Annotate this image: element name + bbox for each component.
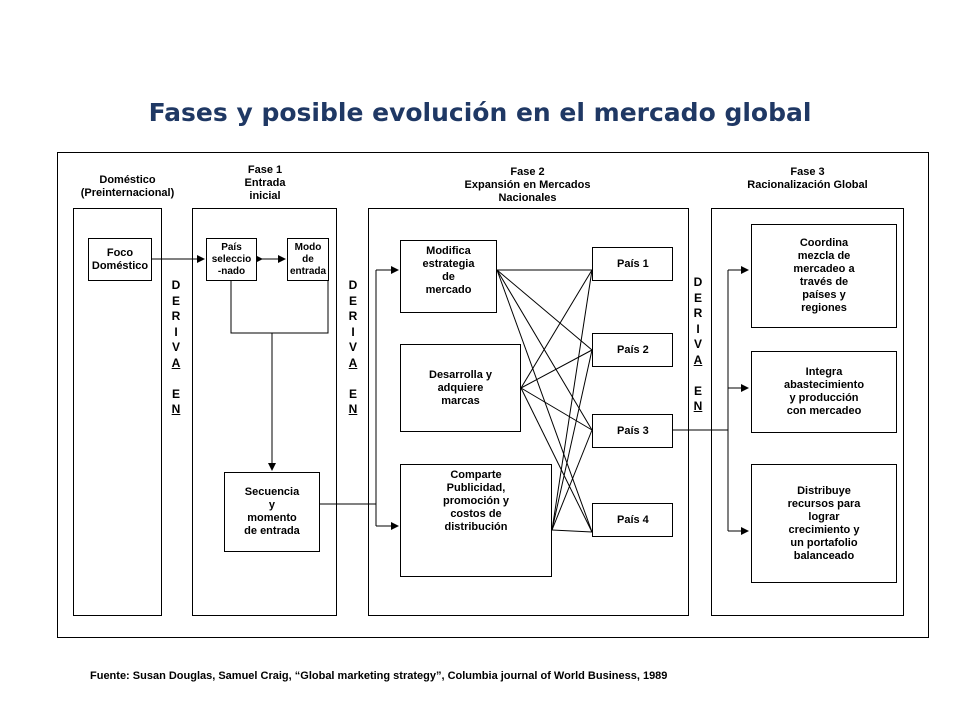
box-desarrolla-marcas: Desarrolla y adquiere marcas	[400, 344, 521, 432]
header-phase3: Fase 3 Racionalización Global	[747, 166, 868, 191]
box-pais-4: País 4	[592, 503, 673, 537]
header-phase1: Fase 1 Entrada inicial	[244, 164, 286, 202]
box-foco-domestico: Foco Doméstico	[88, 238, 152, 281]
deriva-label-2: D E R I V A E N	[348, 278, 358, 416]
box-coordina: Coordina mezcla de mercadeo a través de países y regiones	[751, 224, 897, 328]
box-comparte-costos: Comparte Publicidad, promoción y costos de distribución	[400, 464, 552, 577]
box-distribuye: Distribuye recursos para lograr crecimiento y un portafolio balanceado	[751, 464, 897, 583]
box-pais-1: País 1	[592, 247, 673, 281]
box-modifica-estrategia: Modifica estrategia de mercado	[400, 240, 497, 313]
bracket-phase1	[231, 280, 328, 333]
box-secuencia: Secuencia y momento de entrada	[224, 472, 320, 552]
box-pais-seleccionado: País seleccio -nado	[206, 238, 257, 281]
box-modo-entrada: Modo de entrada	[287, 238, 329, 281]
source-citation: Fuente: Susan Douglas, Samuel Craig, “Global marketing strategy”, Columbia journal of World Business, 1989	[90, 670, 668, 682]
deriva-label-1: D E R I V A E N	[171, 278, 181, 416]
page-title: Fases y posible evolución en el mercado global	[148, 98, 812, 127]
deriva-label-3: D E R I V A E N	[693, 275, 703, 413]
box-pais-3: País 3	[592, 414, 673, 448]
header-domestic: Doméstico (Preinternacional)	[80, 174, 175, 199]
box-pais-2: País 2	[592, 333, 673, 367]
box-integra: Integra abastecimiento y producción con mercadeo	[751, 351, 897, 433]
header-phase2: Fase 2 Expansión en Mercados Nacionales	[464, 166, 591, 204]
